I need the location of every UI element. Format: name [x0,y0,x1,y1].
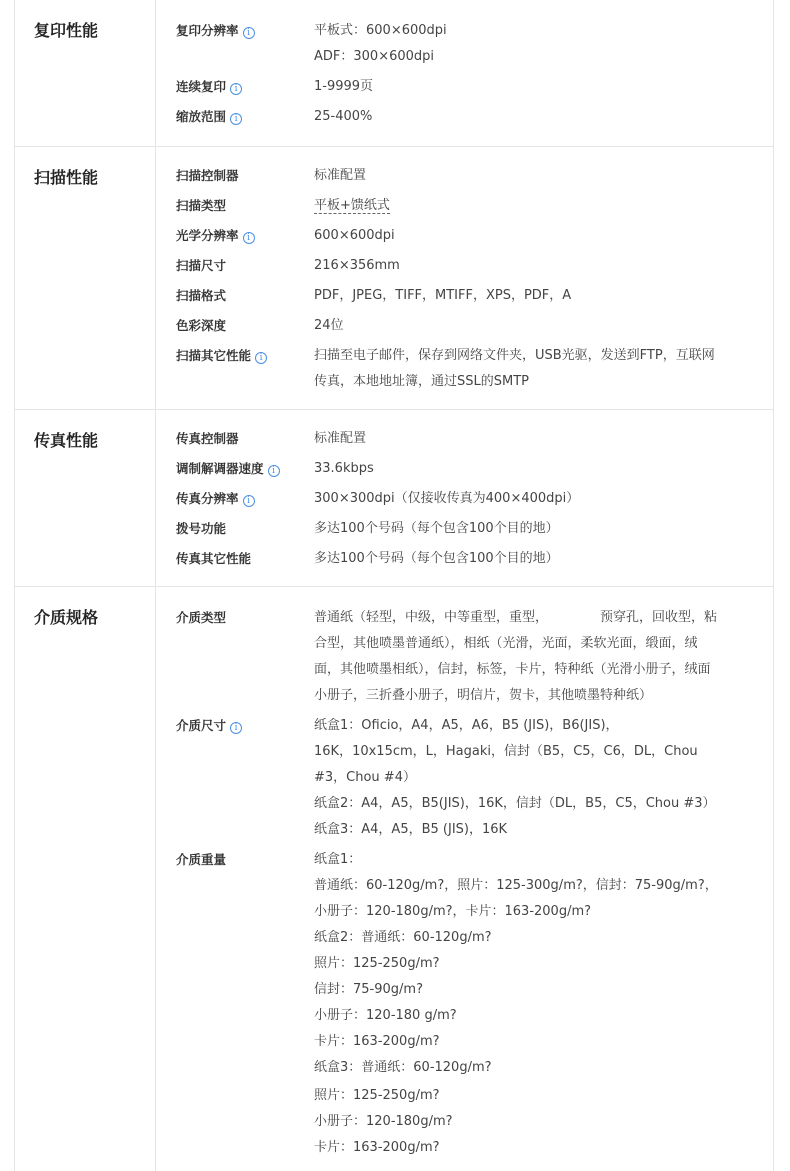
spec-row [176,253,773,279]
spec-value [314,18,773,70]
spec-value-line: 216×356mm [314,258,400,273]
spec-value [314,713,773,843]
spec-row [176,343,773,395]
spec-label-text: 复印分辨率 [176,23,239,38]
spec-value-line: 纸盒3：A4，A5，B5 (JIS)，16K [314,822,508,837]
spec-label-text: 介质类型 [176,610,227,625]
spec-row [176,486,773,512]
spec-label-text: 扫描类型 [176,198,227,213]
spec-label-text: 光学分辨率 [176,228,239,243]
spec-label [176,18,314,70]
spec-row [176,713,773,843]
spec-value-line: 1-9999页 [314,79,374,94]
spec-label-text: 传真其它性能 [176,551,252,566]
spec-table [14,0,774,1171]
section-fax [15,410,773,587]
section-body [156,426,773,572]
spec-value-line [314,605,759,631]
spec-value-line: 小册子，三折叠小册子，明信片，贺卡，其他喷墨特种纸） [314,688,653,703]
spec-value-line: 卡片：163-200g/m? [314,1034,440,1049]
spec-label-text: 扫描其它性能 [176,348,252,363]
spec-label [176,713,314,843]
spec-label-text: 介质尺寸 [176,718,227,733]
info-icon[interactable]: i [243,232,255,244]
info-icon[interactable]: i [243,495,255,507]
spec-value [314,193,773,219]
spec-row [176,18,773,70]
section-scan [15,147,773,410]
spec-value-line: 标准配置 [314,168,367,183]
spec-label [176,74,314,100]
spec-label [176,847,314,1161]
spec-label [176,486,314,512]
spec-value-segment: 预穿孔，回收型，粘 [600,610,718,625]
spec-value-line: PDF，JPEG，TIFF，MTIFF，XPS，PDF，A [314,288,572,303]
spec-row [176,163,773,189]
spec-value [314,343,773,395]
spec-label [176,456,314,482]
spec-value [314,426,773,452]
spec-value-line: #3，Chou #4） [314,770,416,785]
spec-row [176,283,773,309]
spec-value [314,74,773,100]
spec-label [176,605,314,709]
spec-row [176,426,773,452]
spec-label-text: 传真控制器 [176,431,239,446]
info-icon[interactable]: i [230,83,242,95]
info-icon[interactable]: i [230,722,242,734]
spec-label [176,163,314,189]
spec-value-line: 25-400% [314,109,373,124]
scan-type-link[interactable]: 平板+馈纸式 [314,198,390,213]
spec-value [314,546,773,572]
spec-row [176,516,773,542]
spec-row [176,193,773,219]
spec-label [176,546,314,572]
spec-value [314,104,773,130]
spec-value-line: 多达100个号码（每个包含100个目的地） [314,521,559,536]
spec-value [314,163,773,189]
spec-value-line: 卡片：163-200g/m? [314,1140,440,1155]
info-icon[interactable]: i [255,352,267,364]
section-media [15,587,773,1171]
spec-label [176,343,314,395]
spec-label [176,313,314,339]
spec-row [176,313,773,339]
spec-value-line: ADF：300×600dpi [314,49,435,64]
spec-label [176,516,314,542]
spec-value [314,283,773,309]
spec-value-line: 16K，10x15cm，L，Hagaki，信封（B5，C5，C6，DL，Chou [314,744,698,759]
section-body [156,163,773,395]
spec-value-line: 照片：125-250g/m? [314,956,440,971]
spec-value-line: 平板式：600×600dpi [314,23,447,38]
spec-label [176,223,314,249]
info-icon[interactable]: i [230,113,242,125]
spec-value-line: 合型，其他喷墨普通纸），相纸（光滑，光面，柔软光面，缎面，绒 [314,636,698,651]
spec-value-segment: 普通纸（轻型，中级，中等重型，重型， [314,610,549,625]
spec-value [314,253,773,279]
spec-value-line: 照片：125-250g/m? [314,1088,440,1103]
spec-label [176,283,314,309]
spec-label-text: 介质重量 [176,852,227,867]
spec-label [176,426,314,452]
spec-row [176,847,773,1161]
spec-value [314,605,773,709]
spec-row [176,546,773,572]
section-body [156,605,773,1161]
spec-value-line: 纸盒1： [314,852,362,867]
section-copy [15,0,773,147]
spec-row [176,223,773,249]
spec-value [314,516,773,542]
section-title: 扫描性能 [15,147,156,409]
spec-value-line: 小册子：120-180g/m? [314,1114,453,1129]
spec-label [176,253,314,279]
spec-value-line: 24位 [314,318,344,333]
spec-label-text: 扫描尺寸 [176,258,227,273]
spec-value-line: 33.6kbps [314,461,374,476]
spec-row [176,456,773,482]
spec-value [314,456,773,482]
spec-label-text: 扫描格式 [176,288,227,303]
section-title: 介质规格 [15,587,156,1171]
spec-label-text: 色彩深度 [176,318,227,333]
spec-label [176,193,314,219]
spec-label-text: 扫描控制器 [176,168,239,183]
spec-value-line: 普通纸：60-120g/m?，照片：125-300g/m?，信封：75-90g/m?， [314,878,718,893]
spec-value-line: 纸盒2：A4，A5，B5(JIS)，16K，信封（DL，B5，C5，Chou #3） [314,796,716,811]
spec-value-line: 纸盒2：普通纸：60-120g/m? [314,930,492,945]
spec-value-line: 300×300dpi（仅接收传真为400×400dpi） [314,491,580,506]
spec-value-line: 600×600dpi [314,228,395,243]
spec-value [314,313,773,339]
info-icon[interactable]: i [243,27,255,39]
spec-label-text: 拨号功能 [176,521,227,536]
section-body [156,18,773,130]
spec-value [314,847,773,1161]
spec-value-line: 面，其他喷墨相纸），信封，标签，卡片，特种纸（光滑小册子，绒面 [314,662,711,677]
section-title: 传真性能 [15,410,156,586]
spec-value-line: 扫描至电子邮件，保存到网络文件夹，USB光驱，发送到FTP，互联网 [314,348,715,363]
info-icon[interactable]: i [268,465,280,477]
spec-value-line: 标准配置 [314,431,367,446]
spec-label-text: 缩放范围 [176,109,227,124]
spec-value [314,486,773,512]
spec-row [176,74,773,100]
spec-label-text: 连续复印 [176,79,227,94]
section-title: 复印性能 [15,0,156,146]
spec-value-line: 传真，本地地址簿，通过SSL的SMTP [314,374,529,389]
spec-value-line: 纸盒3：普通纸：60-120g/m? [314,1060,492,1075]
spec-value-line: 多达100个号码（每个包含100个目的地） [314,551,559,566]
spec-row [176,605,773,709]
spec-value [314,223,773,249]
spec-value-line: 纸盒1：Oficio，A4，A5，A6，B5 (JIS)，B6(JIS)， [314,718,619,733]
spec-label-text: 调制解调器速度 [176,461,264,476]
spec-value-line: 信封：75-90g/m? [314,982,423,997]
spec-value-line: 小册子：120-180 g/m? [314,1008,457,1023]
spec-row [176,104,773,130]
spec-label [176,104,314,130]
spec-value-line: 小册子：120-180g/m?，卡片：163-200g/m? [314,904,592,919]
spec-label-text: 传真分辨率 [176,491,239,506]
